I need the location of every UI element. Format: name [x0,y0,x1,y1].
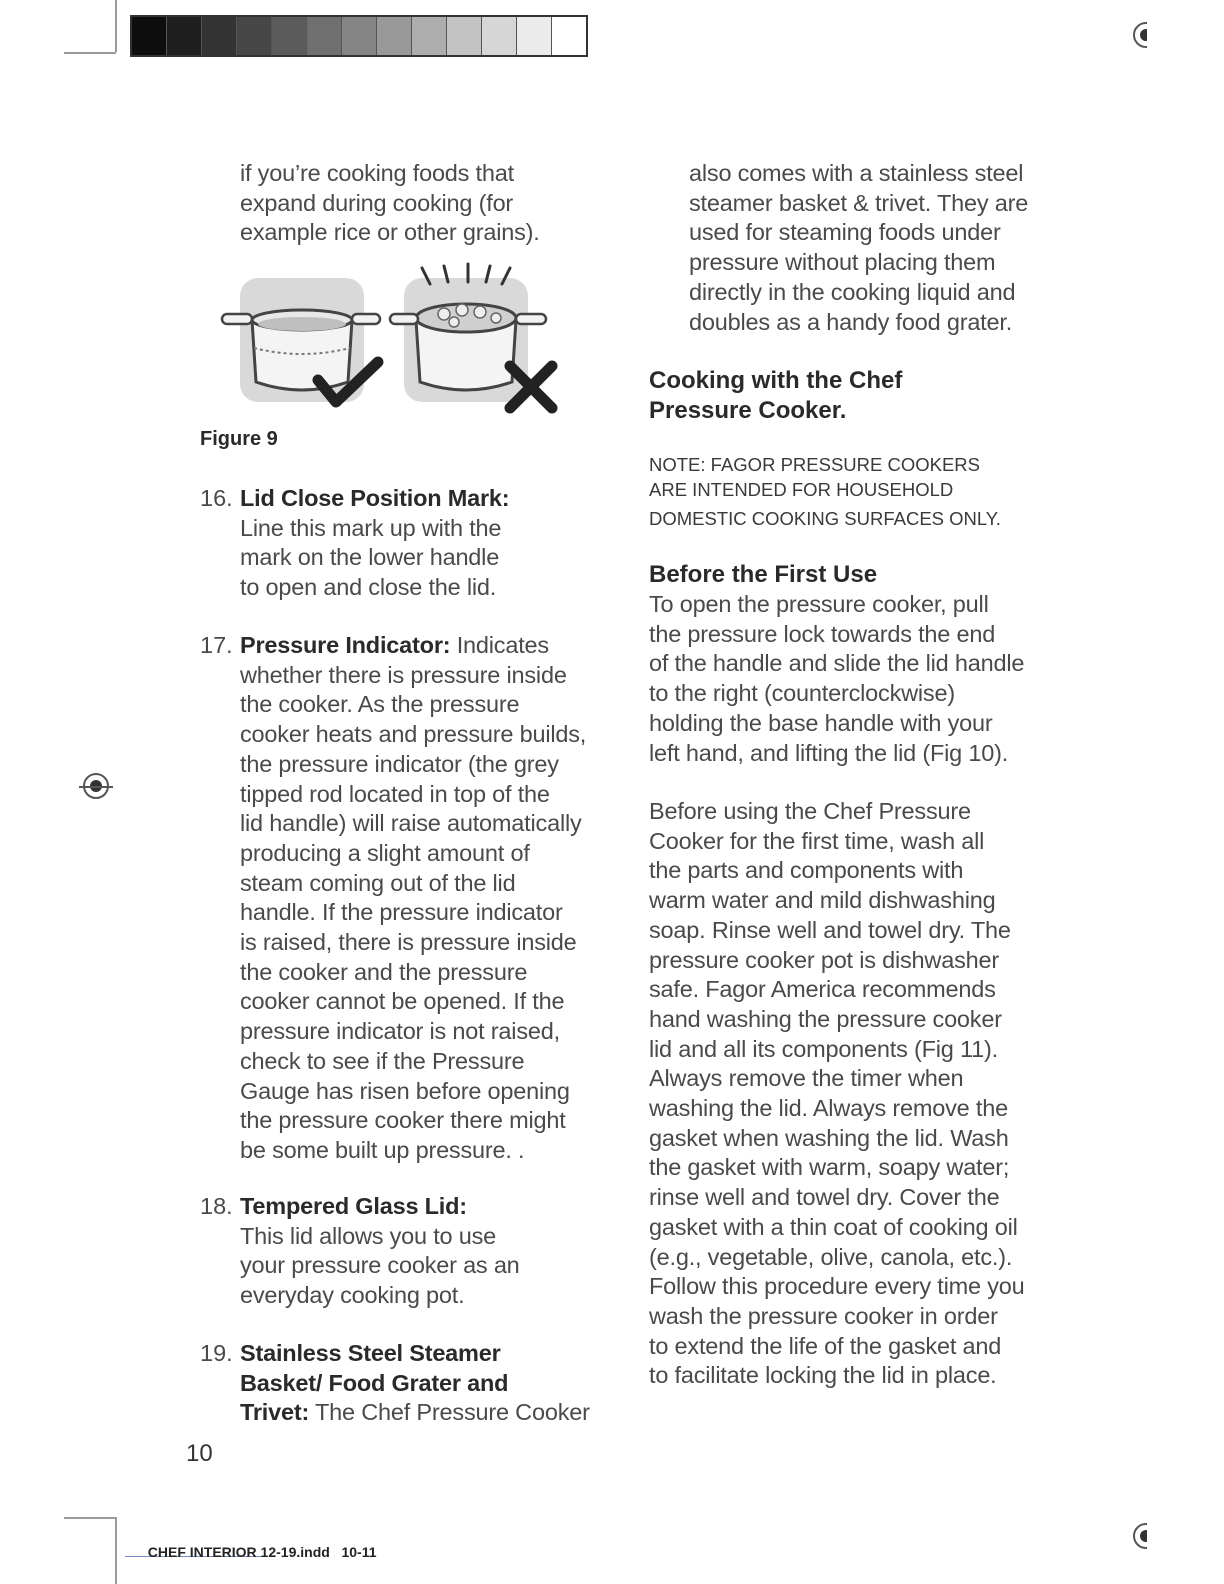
text-line: cooker heats and pressure builds, [240,721,587,748]
text-line: also comes with a stainless steel [689,160,1024,186]
text-line: hand washing the pressure cooker [649,1005,1002,1032]
text-line: Line this mark up with the [240,514,502,541]
text-line: directly in the cooking liquid and [689,278,1016,305]
text-line: expand during cooking (for [240,189,514,216]
color-swatch [517,17,552,55]
text-line: left hand, and lifting the lid (Fig 10). [649,739,1009,766]
text-line: tipped rod located in top of the [240,780,550,807]
text-line: steamer basket & trivet. They are [689,189,1029,216]
text-line: cooker cannot be opened. If the [240,988,565,1015]
text-line: the pressure indicator (the grey [240,750,559,777]
crop-mark [115,0,117,52]
text-line: mark on the lower handle [240,544,500,571]
page-number: 10 [186,1440,213,1467]
registration-mark-icon [1133,1523,1147,1549]
text-line: handle. If the pressure indicator [240,899,563,926]
text-line: pressure without placing them [689,249,996,276]
text-line: the pressure lock towards the end [649,620,996,647]
color-swatch [447,17,482,55]
text-line: the pressure cooker there might [240,1107,566,1134]
item-number: 16. [200,485,233,511]
item-number: 18. [200,1193,233,1219]
item-title: Basket/ Food Grater and [240,1369,509,1396]
text-line: doubles as a handy food grater. [689,308,1013,335]
text-line: rinse well and towel dry. Cover the [649,1184,1000,1211]
list-item [240,1339,590,1428]
text-line: soap. Rinse well and towel dry. The [649,916,1011,943]
color-swatch [132,17,167,55]
text-line: lid and all its components (Fig 11). [649,1035,998,1062]
text-line: washing the lid. Always remove the [649,1095,1008,1122]
text-line: pressure cooker pot is dishwasher [649,946,999,973]
text-line: ARE INTENDED FOR HOUSEHOLD [649,479,954,500]
color-swatch [272,17,307,55]
text-line: the parts and components with [649,857,964,884]
text-line: used for steaming foods under [689,219,1001,246]
text-line: the cooker and the pressure [240,958,528,985]
text-line: NOTE: FAGOR PRESSURE COOKERS [649,454,981,475]
text-line: This lid allows you to use [240,1222,497,1249]
color-swatch [237,17,272,55]
text-line: everyday cooking pot. [240,1282,465,1309]
paragraph [649,590,1024,768]
text-line: steam coming out of the lid [240,869,516,896]
text-line: is raised, there is pressure inside [240,929,577,956]
figure-9-illustration [218,262,560,414]
item-title: Lid Close Position Mark: [240,485,510,511]
text-line: Gauge has risen before opening [240,1077,570,1104]
text-line: gasket when washing the lid. Wash [649,1124,1009,1151]
text-line: safe. Fagor America recommends [649,976,996,1003]
text-line: gasket with a thin coat of cooking oil [649,1213,1018,1240]
print-slug [140,1528,377,1560]
slug-file-name: CHEF INTERIOR 12-19.indd [147,1544,330,1560]
list-item [240,484,509,603]
text-line: warm water and mild dishwashing [649,887,996,914]
item-title: Pressure Indicator: [240,632,451,658]
crop-mark [115,1517,117,1584]
color-swatch [307,17,342,55]
text-line: Before using the Chef Pressure [649,798,971,824]
registration-mark-icon [1133,22,1147,48]
text-line: holding the base handle with your [649,709,993,736]
text-line: pressure indicator is not raised, [240,1018,560,1045]
heading-line: Cooking with the Chef [649,367,903,394]
list-item [240,1192,520,1311]
color-swatch [167,17,202,55]
color-swatch [482,17,517,55]
crop-mark [64,52,116,54]
text-line: be some built up pressure. . [240,1136,525,1163]
slug-pages: 10-11 [341,1544,377,1560]
color-swatch [377,17,412,55]
text-line: the cooker. As the pressure [240,691,520,718]
section-heading: Before the First Use [649,561,878,588]
color-swatch [412,17,447,55]
text-line: DOMESTIC COOKING SURFACES ONLY. [649,508,1001,529]
grayscale-color-bar [130,15,588,57]
item-title: Stainless Steel Steamer [240,1340,501,1366]
text-line: of the handle and slide the lid handle [649,650,1025,677]
text-span: The Chef Pressure Cooker [309,1399,590,1426]
color-swatch [342,17,377,55]
text-line: Cooker for the first time, wash all [649,827,985,854]
text-line: to open and close the lid. [240,574,497,601]
note-text [649,452,1001,531]
text-line: check to see if the Pressure [240,1047,525,1074]
figure-caption: Figure 9 [200,428,278,450]
text-line: to the right (counterclockwise) [649,680,955,707]
section-heading [649,366,902,425]
intro-text [240,159,540,248]
item-number: 17. [200,632,233,658]
text-line: lid handle) will raise automatically [240,810,582,837]
text-line: to facilitate locking the lid in place. [649,1362,997,1389]
text-line: if you’re cooking foods that [240,160,514,186]
text-line: example rice or other grains). [240,219,540,246]
crop-mark [64,1517,116,1519]
text-line: Always remove the timer when [649,1065,964,1092]
text-line: Follow this procedure every time you [649,1273,1025,1300]
continuation-text [689,159,1028,337]
text-span: Indicates [450,632,549,658]
item-title: Trivet: [240,1399,310,1426]
text-line: To open the pressure cooker, pull [649,591,989,617]
list-item [240,631,586,1166]
item-title: Tempered Glass Lid: [240,1193,467,1219]
heading-line: Pressure Cooker. [649,396,847,424]
text-line: (e.g., vegetable, olive, canola, etc.). [649,1243,1013,1270]
paragraph [649,797,1025,1391]
text-line: wash the pressure cooker in order [649,1302,998,1329]
item-number: 19. [200,1340,233,1366]
text-line: to extend the life of the gasket and [649,1332,1002,1359]
text-line: the gasket with warm, soapy water; [649,1154,1010,1181]
color-swatch [202,17,237,55]
text-line: whether there is pressure inside [240,661,567,688]
registration-mark-icon [83,773,109,799]
color-swatch [552,17,586,55]
text-line: your pressure cooker as an [240,1252,520,1279]
text-line: producing a slight amount of [240,839,530,866]
